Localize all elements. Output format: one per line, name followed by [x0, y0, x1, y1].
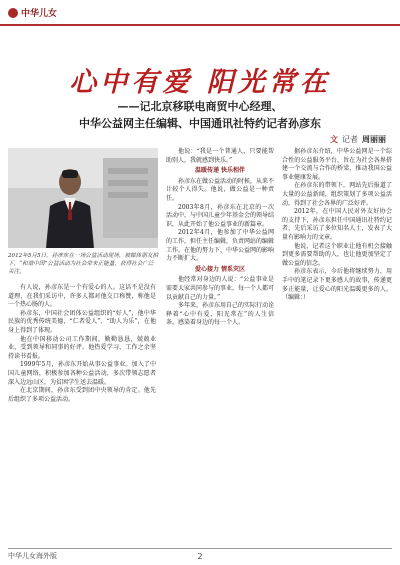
paragraph: 在北京期间，孙彦东受到团中央领导的肯定。他先后组织了多项公益活动。 [8, 387, 156, 403]
paragraph: 多年来，孙彦东用自己的实际行动诠释着“心中有爱，阳光常在”的人生信条，感染着身边的每一个人。 [166, 302, 275, 327]
footer-rule [8, 548, 392, 549]
paragraph: 孙彦东，中国社会团体公益组织的“好人”，他中华民族的优秀传统美德，“仁者爱人”、“助人为乐”，在他身上得到了体现。 [8, 309, 156, 334]
brand-name: 中华儿女 [21, 9, 58, 19]
photo-caption: 2012年5月5日，孙彦东在一场公益活动现场，被媒体朋友拍下，“和谐中国”公益活动为社会带来正能量，获得社会广泛关注。 [8, 253, 159, 275]
article-subtitle-line2: 中华公益网主任编辑、中国通讯社特约记者孙彦东 [79, 117, 321, 130]
section-heading: 爱心接力 情系灾区 [194, 265, 246, 273]
paragraph: 他在中国移动公司工作期间，勤勤恳恳，兢兢业业，受到领导和同事的好评。他热爱学习，工作之余坚持读书看报。 [8, 335, 156, 360]
article-column-3 [282, 148, 392, 303]
page-number: 2 [197, 552, 203, 561]
paragraph: 孙彦东表示，今后他将继续努力，用手中的笔记录下更多感人的故事，传递更多正能量，让爱心的阳光温暖更多的人。（编辑：） [282, 268, 392, 302]
paragraph: 在孙彦东的带领下，网站先后报道了大量的公益新闻，组织策划了多项公益活动，得到了社会各界的广泛好评。 [282, 182, 392, 207]
article-subtitle-line1: ——记北京移联电商贸中心经理、 [117, 100, 283, 113]
header-rule [0, 24, 400, 26]
article-photo [8, 148, 158, 248]
paragraph: 他说，记者这个职业让他有机会接触到更多需要帮助的人，也让他更加坚定了做公益的信念。 [282, 242, 392, 267]
byline [330, 134, 386, 145]
article-title: 心中有爱 阳光常在 [69, 67, 331, 98]
article-column-2 [166, 148, 274, 328]
paragraph: 有人说，孙彦东是一个有爱心的人。这话不是没有道理，在我们采访中，许多人都对他交口称赞，称他是一个热心肠的人。 [8, 284, 156, 309]
page-footer [0, 547, 400, 561]
footer-publication: 中华儿女海外版 [8, 552, 57, 560]
byline-role: 记者 [342, 135, 358, 144]
page-header [0, 0, 400, 30]
paragraph: 他说：“我是一个普通人，只要能帮助别人，我就感到快乐。” [166, 148, 274, 164]
paragraph: 他经常对身边的人说：“公益事业是需要大家共同参与的事业，每一个人都可以贡献自己的力量。” [166, 276, 275, 301]
paragraph: 2012年4月，他参加了中华公益网的工作，担任主任编辑，负责网站的编辑工作。在他的努力下，中华公益网的影响力不断扩大。 [166, 229, 275, 263]
byline-name: 周丽丽 [362, 135, 386, 144]
paragraph: 1999年5月，孙彦东开始从事公益事业。加入了中国儿童网络，积极参加各种公益活动，多次带领志愿者深入边远山区，为贫困学生送去温暖。 [8, 361, 156, 386]
brand-logo [8, 6, 57, 19]
logo-icon [8, 8, 18, 18]
paragraph: 孙彦东在做公益活动的时候，从来不计较个人得失。他说，做公益是一种责任。 [166, 177, 275, 202]
paragraph: 2003年8月，孙彦东在北京的一次活动中，与中国儿童少年基金会的领导结识，从此开始了他公益事业的新篇章。 [166, 203, 275, 228]
byline-prefix: 文 [330, 135, 338, 144]
section-heading: 温暖传递 快乐相伴 [194, 167, 246, 175]
article-column-1 [8, 284, 156, 404]
paragraph: 2012年，在中国人民对外友好协会的支持下，孙彦东担任中国通讯社特约记者，先后采访了多位知名人士，发表了大量有影响力的文章。 [282, 208, 392, 241]
paragraph: 据孙彦东介绍，中华公益网是一个综合性的公益服务平台，旨在为社会各界搭建一个交流与合作的桥梁，推动我国公益事业健康发展。 [282, 148, 392, 181]
